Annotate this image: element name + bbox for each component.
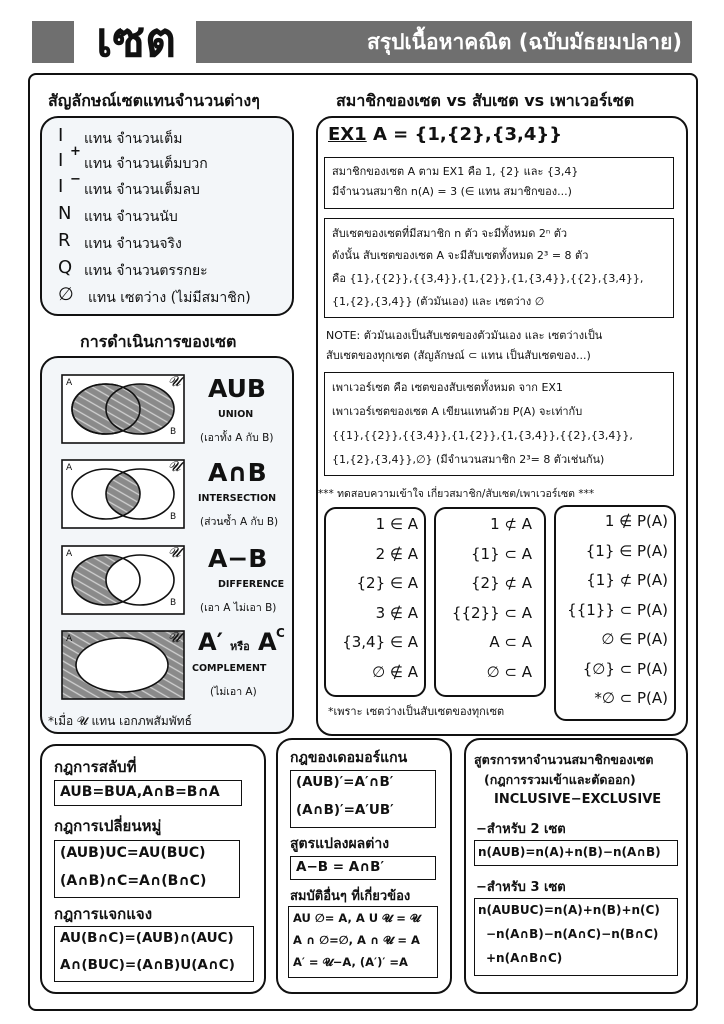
symbol-meaning: แทน จำนวนเต็มลบ — [84, 182, 200, 198]
three-sets-formula-2: −n(A∩B)−n(A∩C)−n(B∩C) — [486, 927, 659, 941]
operation-or: หรือ — [230, 640, 250, 653]
operation-symbol-sup: C — [276, 626, 285, 640]
example-set: A = {1,{2},{3,4}} — [372, 124, 563, 145]
venn-label-u: 𝓤 — [168, 459, 181, 475]
subsets-line4: {1,{2},{3,4}} (ตัวมันเอง) และ เซตว่าง ∅ — [332, 295, 545, 308]
quiz-statement: {1} ∈ P(A) — [585, 541, 668, 560]
symbol-letter: I — [58, 125, 64, 146]
symbol-meaning: แทน เซตว่าง (ไม่มีสมาชิก) — [88, 290, 251, 306]
symbol-superscript: + — [70, 144, 81, 159]
powerset-line2: เพาเวอร์เซตของเซต A เขียนแทนด้วย P(A) จะเท่ากับ — [332, 405, 583, 418]
powerset-line1: เพาเวอร์เซต คือ เซตของสับเซตทั้งหมด จาก EX1 — [332, 381, 563, 394]
venn-difference — [62, 546, 184, 614]
operation-name: INTERSECTION — [198, 493, 277, 504]
subsets-line2: ดังนั้น สับเซตของเซต A จะมีสับเซตทั้งหมด 2³ = 8 ตัว — [332, 249, 589, 262]
subsets-line3: คือ {1},{{2}},{{3,4}},{1,{2}},{1,{3,4}},{{2},{3,4}}, — [332, 272, 644, 285]
example-label: EX1 — [328, 124, 367, 145]
quiz-statement: 1 ⊄ A — [490, 515, 532, 533]
commutative-title: กฎการสลับที่ — [54, 758, 137, 776]
demorgan-law-2: (A∩B)′=A′UB′ — [296, 802, 394, 818]
example-line — [328, 124, 562, 145]
associative-law-2: (A∩B)∩C=A∩(B∩C) — [60, 873, 207, 889]
venn-complement — [62, 631, 184, 699]
operation-desc: (เอา A ไม่เอา B) — [200, 602, 277, 614]
symbol-letter: I — [58, 150, 64, 171]
symbol-meaning: แทน จำนวนตรรกยะ — [84, 263, 208, 279]
quiz-statement: ∅ ∈ P(A) — [601, 630, 668, 648]
quiz-footnote: *เพราะ เซตว่างเป็นสับเซตของทุกเซต — [328, 705, 505, 718]
demorgan-title: กฎของเดอมอร์แกน — [290, 750, 408, 766]
symbol-meaning: แทน จำนวนจริง — [84, 236, 182, 252]
quiz-statement: {1} ⊂ A — [471, 544, 532, 563]
demorgan-law-1: (AUB)′=A′∩B′ — [296, 774, 394, 790]
operation-name: COMPLEMENT — [192, 663, 267, 674]
powerset-line3: {{1},{{2}},{{3,4}},{1,{2}},{1,{3,4}},{{2},{3,4}}, — [332, 429, 633, 442]
members-box-line2: มีจำนวนสมาชิก n(A) = 3 (∈ แทน สมาชิกของ...) — [332, 185, 572, 198]
difference-title: สูตรแปลงผลต่าง — [290, 836, 390, 852]
venn-union — [62, 375, 184, 443]
powerset-line4: {1,{2},{3,4}},∅} (มีจำนวนสมาชิก 2³= 8 ตัวเช่นกัน) — [332, 453, 605, 466]
three-sets-formula-3: +n(A∩B∩C) — [486, 951, 563, 965]
symbol-letter: R — [58, 230, 71, 251]
two-sets-formula: n(AUB)=n(A)+n(B)−n(A∩B) — [478, 845, 661, 859]
counting-line3: INCLUSIVE−EXCLUSIVE — [494, 792, 662, 807]
distributive-law-2: A∩(BUC)=(A∩B)U(A∩C) — [60, 957, 235, 973]
quiz-statement: ∅ ∉ A — [372, 662, 418, 681]
counting-line1: สูตรการหาจำนวนสมาชิกของเซต — [474, 752, 654, 767]
operations-footnote: *เมื่อ 𝓤 แทน เอกภพสัมพัทธ์ — [48, 714, 192, 728]
page-title: เซต — [96, 12, 177, 68]
symbol-meaning: แทน จำนวนเต็ม — [84, 131, 183, 147]
operation-name: DIFFERENCE — [218, 579, 285, 590]
other-prop-1: AU ∅= A, A U 𝓤 = 𝓤 — [293, 911, 421, 925]
symbol-meaning: แทน จำนวนนับ — [84, 209, 178, 225]
quiz-statement: *∅ ⊂ P(A) — [594, 689, 668, 707]
symbol-letter: ∅ — [58, 284, 74, 305]
members-box-line1: สมาชิกของเซต A ตาม EX1 คือ 1, {2} และ {3,4} — [332, 165, 579, 178]
subsets-line1: สับเซตของเซตที่มีสมาชิก n ตัว จะมีทั้งหมด 2ⁿ ตัว — [332, 227, 568, 240]
other-prop-2: A ∩ ∅=∅, A ∩ 𝓤 = A — [293, 933, 420, 947]
quiz-statement: ∅ ⊂ A — [486, 662, 532, 681]
symbol-subscript: − — [70, 172, 81, 187]
operation-symbol: A∩B — [208, 458, 267, 487]
associative-title: กฎการเปลี่ยนหมู่ — [54, 817, 162, 835]
other-props-title: สมบัติอื่นๆ ที่เกี่ยวข้อง — [290, 889, 411, 904]
quiz-statement: A ⊂ A — [489, 633, 532, 651]
venn-label-a: A — [66, 378, 73, 388]
two-sets-title: −สำหรับ 2 เซต — [476, 822, 566, 837]
symbol-letter: N — [58, 203, 72, 224]
quiz-statement: {2} ∈ A — [356, 574, 418, 592]
symbol-letter: Q — [58, 257, 73, 278]
venn-label-b: B — [170, 598, 177, 608]
commutative-law: AUB=BUA,A∩B=B∩A — [60, 784, 220, 800]
venn-label-u: 𝓤 — [168, 545, 181, 561]
quiz-statement: {2} ⊄ A — [471, 574, 532, 592]
venn-label-u: 𝓤 — [168, 374, 181, 390]
symbol-letter: I — [58, 176, 64, 197]
operation-desc: (ส่วนซ้ำ A กับ B) — [200, 516, 279, 528]
venn-intersection — [62, 460, 184, 528]
venn-label-a: A — [66, 463, 73, 473]
quiz-statement: 2 ∉ A — [375, 544, 418, 563]
symbols-heading: สัญลักษณ์เซตแทนจำนวนต่างๆ — [48, 91, 260, 110]
venn-label-b: B — [170, 427, 177, 437]
operation-symbol: A−B — [208, 544, 268, 573]
distributive-law-1: AU(B∩C)=(AUB)∩(AUC) — [60, 930, 234, 946]
venn-label-a: A — [66, 634, 73, 644]
operation-desc: (ไม่เอา A) — [210, 686, 257, 698]
quiz-statement: 1 ∉ P(A) — [604, 512, 668, 530]
quiz-title: *** ทดสอบความเข้าใจ เกี่ยวสมาชิก/สับเซต/เพาเวอร์เซต *** — [318, 488, 595, 500]
venn-label-b: B — [170, 512, 177, 522]
operation-symbol: A′ — [198, 628, 223, 656]
quiz-statement: {3,4} ∈ A — [342, 633, 418, 651]
other-prop-3: A′ = 𝓤−A, (A′)′ =A — [293, 955, 408, 969]
three-sets-title: −สำหรับ 3 เซต — [476, 880, 566, 895]
venn-label-u: 𝓤 — [168, 630, 181, 646]
operation-symbol: AUB — [208, 374, 266, 403]
quiz-statement: {{2}} ⊂ A — [451, 603, 532, 622]
three-sets-formula-1: n(AUBUC)=n(A)+n(B)+n(C) — [478, 903, 660, 917]
operation-desc: (เอาทั้ง A กับ B) — [200, 432, 274, 444]
symbol-meaning: แทน จำนวนเต็มบวก — [84, 156, 208, 172]
operation-symbol-alt: A — [258, 628, 277, 656]
page-subtitle: สรุปเนื้อหาคณิต (ฉบับมัธยมปลาย) — [367, 30, 682, 54]
quiz-statement: {1} ⊄ P(A) — [586, 571, 668, 589]
operations-heading: การดำเนินการของเซต — [80, 332, 237, 351]
members-heading: สมาชิกของเซต vs สับเซต vs เพาเวอร์เซต — [336, 91, 635, 110]
operation-name: UNION — [218, 409, 254, 420]
venn-label-a: A — [66, 549, 73, 559]
quiz-statement: 3 ∉ A — [375, 603, 418, 622]
associative-law-1: (AUB)UC=AU(BUC) — [60, 845, 206, 861]
note-line2: สับเซตของทุกเซต (สัญลักษณ์ ⊂ แทน เป็นสับเซตของ...) — [326, 349, 591, 362]
quiz-statement: {∅} ⊂ P(A) — [582, 659, 668, 678]
difference-formula: A−B = A∩B′ — [296, 859, 385, 875]
quiz-statement: 1 ∈ A — [375, 515, 418, 533]
note-line1: NOTE: ตัวมันเองเป็นสับเซตของตัวมันเอง และ เซตว่างเป็น — [326, 329, 603, 342]
distributive-title: กฎการแจกแจง — [54, 905, 153, 923]
counting-line2: (กฎการรวมเข้าและตัดออก) — [484, 772, 636, 787]
quiz-statement: {{1}} ⊂ P(A) — [567, 600, 668, 619]
